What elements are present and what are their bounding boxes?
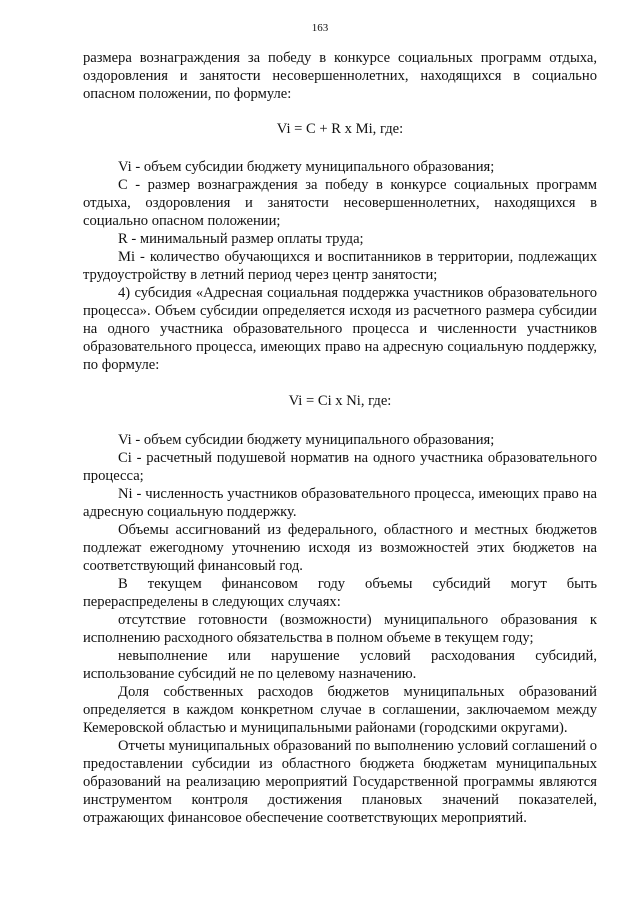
paragraph-redistribution: В текущем финансовом году объемы субсидий могут быть перераспределены в следующих случаях: (83, 576, 597, 610)
paragraph-c-definition: C - размер вознаграждения за победу в конкурсе социальных программ отдыха, оздоровления и занятости несовершеннолетних, находящихся в социально опасном положении; (83, 177, 597, 229)
paragraph-ni-definition: Ni - численность участников образовательного процесса, имеющих право на адресную социальную поддержку. (83, 486, 597, 520)
page-number: 163 (311, 22, 329, 34)
paragraph-mi-definition: Mi - количество обучающихся и воспитанников в территории, подлежащих трудоустройству в летний период через центр занятости; (83, 249, 597, 283)
paragraph-reports: Отчеты муниципальных образований по выполнению условий соглашений о предоставлении субсидии из областного бюджета бюджетам муниципальных образований на реализацию мероприятий Государственной программы являются инструментом контроля достижения плановых значений показателей, отражающих финансовое обеспечение соответствующих мероприятий. (83, 738, 597, 826)
paragraph-budget-volumes: Объемы ассигнований из федерального, областного и местных бюджетов подлежат ежегодному уточнению исходя из возможностей этих бюджетов на соответствующий финансовый год. (83, 522, 597, 574)
paragraph-own-expenses: Доля собственных расходов бюджетов муниципальных образований определяется в каждом конкретном случае в соглашении, заключаемом между Кемеровской областью и муниципальными районами (городскими округами). (83, 684, 597, 736)
paragraph-subsidy-4: 4) субсидия «Адресная социальная поддержка участников образовательного процесса». Объем субсидии определяется исходя из расчетного размера субсидии на одного участника образовательного процесса и численности участников образовательного процесса, имеющих право на адресную социальную поддержку, по формуле: (83, 285, 597, 373)
paragraph-r-definition: R - минимальный размер оплаты труда; (118, 231, 364, 247)
paragraph-case-readiness: отсутствие готовности (возможности) муниципального образования к исполнению расходного обязательства в полном объеме в текущем году; (83, 612, 597, 646)
document-body (83, 49, 597, 827)
formula-1: Vi = C + R x Mi, где: (276, 121, 404, 137)
paragraph-case-violation: невыполнение или нарушение условий расходования субсидий, использование субсидий не по целевому назначению. (83, 648, 597, 682)
paragraph-formula-1-intro: размера вознаграждения за победу в конкурсе социальных программ отдыха, оздоровления и занятости несовершеннолетних, находящихся в социально опасном положении, по формуле: (83, 50, 597, 102)
formula-2: Vi = Ci x Ni, где: (288, 393, 392, 409)
paragraph-vi-definition-1: Vi - объем субсидии бюджету муниципального образования; (118, 159, 495, 175)
paragraph-ci-definition: Ci - расчетный подушевой норматив на одного участника образовательного процесса; (83, 450, 597, 484)
paragraph-vi-definition-2: Vi - объем субсидии бюджету муниципального образования; (118, 432, 495, 448)
